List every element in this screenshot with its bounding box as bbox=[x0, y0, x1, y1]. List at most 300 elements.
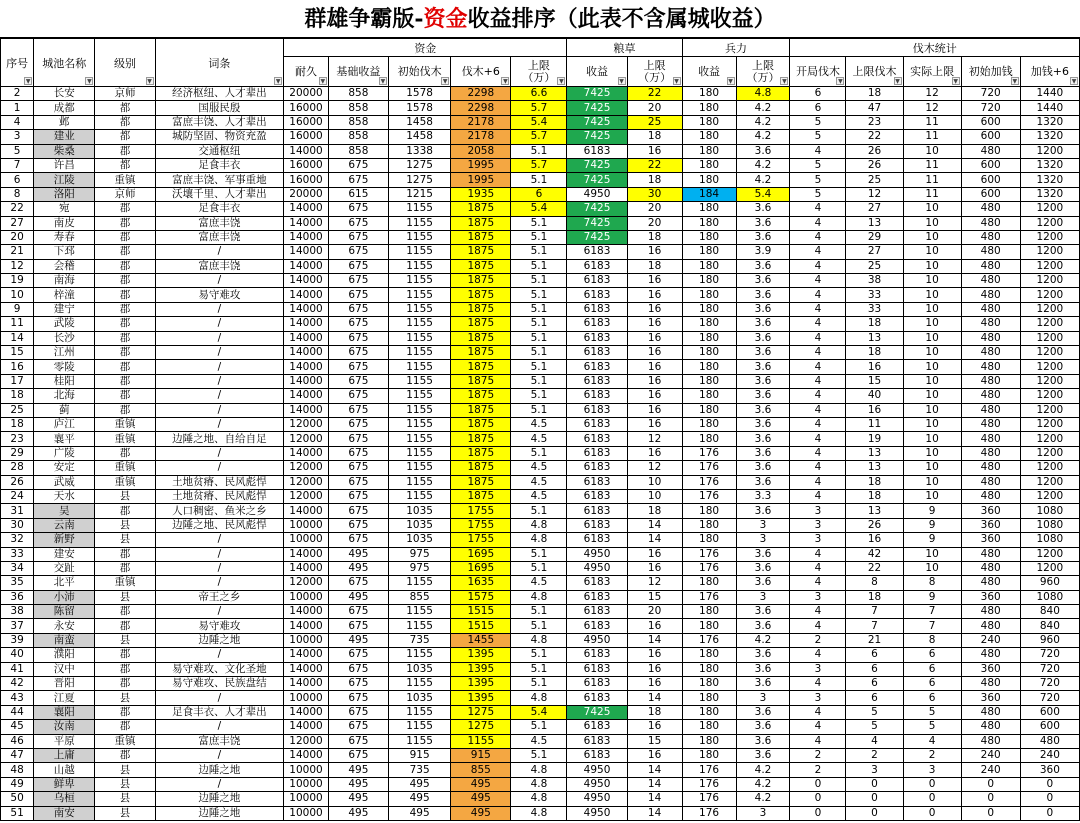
cell-durability[interactable]: 14000 bbox=[284, 677, 329, 691]
cell-troop-income[interactable]: 180 bbox=[682, 705, 736, 719]
cell-troop-limit[interactable]: 4.2 bbox=[736, 130, 790, 144]
cell-actual-limit[interactable]: 10 bbox=[903, 346, 961, 360]
header-city[interactable]: 城池名称 ▼ bbox=[34, 39, 95, 87]
cell-desc[interactable]: / bbox=[155, 648, 284, 662]
cell-initial-wood[interactable]: 855 bbox=[388, 590, 450, 604]
cell-initial-money[interactable]: 480 bbox=[961, 374, 1020, 388]
cell-initial-wood[interactable]: 1155 bbox=[388, 360, 450, 374]
cell-durability[interactable]: 10000 bbox=[284, 792, 329, 806]
cell-limit-wood[interactable]: 6 bbox=[846, 677, 903, 691]
cell-seq[interactable]: 1 bbox=[1, 101, 34, 115]
cell-base-income[interactable]: 495 bbox=[328, 633, 388, 647]
cell-start-wood[interactable]: 6 bbox=[790, 87, 846, 101]
cell-troop-limit[interactable]: 3.6 bbox=[736, 302, 790, 316]
filter-dropdown-icon[interactable]: ▼ bbox=[442, 78, 448, 85]
cell-limit-wood[interactable]: 40 bbox=[846, 389, 903, 403]
cell-rank[interactable]: 都 bbox=[95, 158, 155, 172]
cell-initial-wood[interactable]: 1275 bbox=[388, 173, 450, 187]
cell-grain-limit[interactable]: 16 bbox=[627, 446, 682, 460]
cell-start-wood[interactable]: 4 bbox=[790, 605, 846, 619]
cell-city[interactable]: 柴桑 bbox=[34, 144, 95, 158]
cell-initial-money[interactable]: 480 bbox=[961, 705, 1020, 719]
cell-grain-limit[interactable]: 18 bbox=[627, 230, 682, 244]
cell-money-plus6[interactable]: 1200 bbox=[1020, 230, 1079, 244]
cell-limit-wood[interactable]: 42 bbox=[846, 547, 903, 561]
cell-seq[interactable]: 6 bbox=[1, 173, 34, 187]
cell-limit-wood[interactable]: 33 bbox=[846, 302, 903, 316]
cell-limit-wood[interactable]: 16 bbox=[846, 533, 903, 547]
cell-initial-wood[interactable]: 1035 bbox=[388, 518, 450, 532]
cell-grain-limit[interactable]: 15 bbox=[627, 734, 682, 748]
cell-start-wood[interactable]: 5 bbox=[790, 158, 846, 172]
cell-durability[interactable]: 14000 bbox=[284, 288, 329, 302]
cell-troop-income[interactable]: 180 bbox=[682, 389, 736, 403]
cell-grain-limit[interactable]: 16 bbox=[627, 648, 682, 662]
cell-desc[interactable]: 足食丰衣、人才辈出 bbox=[155, 705, 284, 719]
cell-grain-income[interactable]: 7425 bbox=[567, 230, 627, 244]
cell-money-limit[interactable]: 5.4 bbox=[511, 202, 567, 216]
cell-desc[interactable]: / bbox=[155, 691, 284, 705]
cell-durability[interactable]: 14000 bbox=[284, 619, 329, 633]
cell-initial-wood[interactable]: 1155 bbox=[388, 230, 450, 244]
header-wood-4[interactable]: 加钱+6 ▼ bbox=[1020, 57, 1079, 87]
cell-city[interactable]: 江州 bbox=[34, 346, 95, 360]
cell-money-limit[interactable]: 5.1 bbox=[511, 317, 567, 331]
cell-base-income[interactable]: 675 bbox=[328, 691, 388, 705]
cell-durability[interactable]: 14000 bbox=[284, 561, 329, 575]
cell-city[interactable]: 小沛 bbox=[34, 590, 95, 604]
cell-troop-income[interactable]: 180 bbox=[682, 202, 736, 216]
cell-money-plus6[interactable]: 1320 bbox=[1020, 130, 1079, 144]
cell-troop-limit[interactable]: 3 bbox=[736, 806, 790, 820]
cell-grain-limit[interactable]: 22 bbox=[627, 158, 682, 172]
cell-city[interactable]: 武陵 bbox=[34, 317, 95, 331]
cell-rank[interactable]: 郡 bbox=[95, 720, 155, 734]
cell-initial-money[interactable]: 480 bbox=[961, 288, 1020, 302]
cell-wood-plus6[interactable]: 1875 bbox=[451, 374, 511, 388]
cell-money-plus6[interactable]: 360 bbox=[1020, 763, 1079, 777]
cell-durability[interactable]: 14000 bbox=[284, 403, 329, 417]
cell-grain-income[interactable]: 6183 bbox=[567, 461, 627, 475]
cell-city[interactable]: 桂阳 bbox=[34, 374, 95, 388]
cell-limit-wood[interactable]: 3 bbox=[846, 763, 903, 777]
cell-rank[interactable]: 郡 bbox=[95, 202, 155, 216]
cell-base-income[interactable]: 675 bbox=[328, 417, 388, 431]
cell-grain-limit[interactable]: 22 bbox=[627, 87, 682, 101]
cell-troop-limit[interactable]: 4.2 bbox=[736, 158, 790, 172]
cell-city[interactable]: 平原 bbox=[34, 734, 95, 748]
cell-troop-income[interactable]: 180 bbox=[682, 662, 736, 676]
cell-money-limit[interactable]: 4.8 bbox=[511, 533, 567, 547]
cell-money-limit[interactable]: 4.5 bbox=[511, 734, 567, 748]
cell-troop-limit[interactable]: 3.6 bbox=[736, 230, 790, 244]
cell-limit-wood[interactable]: 29 bbox=[846, 230, 903, 244]
cell-grain-income[interactable]: 6183 bbox=[567, 662, 627, 676]
cell-actual-limit[interactable]: 7 bbox=[903, 619, 961, 633]
cell-durability[interactable]: 16000 bbox=[284, 173, 329, 187]
cell-actual-limit[interactable]: 6 bbox=[903, 691, 961, 705]
cell-durability[interactable]: 12000 bbox=[284, 475, 329, 489]
cell-initial-wood[interactable]: 495 bbox=[388, 806, 450, 820]
cell-troop-limit[interactable]: 3.6 bbox=[736, 446, 790, 460]
cell-wood-plus6[interactable]: 915 bbox=[451, 748, 511, 762]
cell-money-plus6[interactable]: 1200 bbox=[1020, 346, 1079, 360]
cell-wood-plus6[interactable]: 1875 bbox=[451, 403, 511, 417]
cell-money-plus6[interactable]: 1320 bbox=[1020, 158, 1079, 172]
cell-money-limit[interactable]: 5.1 bbox=[511, 144, 567, 158]
cell-grain-limit[interactable]: 16 bbox=[627, 302, 682, 316]
cell-limit-wood[interactable]: 47 bbox=[846, 101, 903, 115]
cell-initial-money[interactable]: 480 bbox=[961, 317, 1020, 331]
cell-initial-money[interactable]: 480 bbox=[961, 461, 1020, 475]
cell-durability[interactable]: 10000 bbox=[284, 590, 329, 604]
cell-money-plus6[interactable]: 600 bbox=[1020, 720, 1079, 734]
cell-troop-limit[interactable]: 3.6 bbox=[736, 648, 790, 662]
cell-city[interactable]: 建业 bbox=[34, 130, 95, 144]
cell-durability[interactable]: 10000 bbox=[284, 806, 329, 820]
cell-grain-income[interactable]: 6183 bbox=[567, 432, 627, 446]
cell-actual-limit[interactable]: 10 bbox=[903, 489, 961, 503]
cell-desc[interactable]: / bbox=[155, 374, 284, 388]
header-money-0[interactable]: 耐久 ▼ bbox=[284, 57, 329, 87]
cell-rank[interactable]: 重镇 bbox=[95, 734, 155, 748]
cell-troop-income[interactable]: 180 bbox=[682, 417, 736, 431]
cell-money-limit[interactable]: 5.1 bbox=[511, 605, 567, 619]
cell-grain-income[interactable]: 6183 bbox=[567, 317, 627, 331]
cell-rank[interactable]: 郡 bbox=[95, 245, 155, 259]
cell-actual-limit[interactable]: 9 bbox=[903, 518, 961, 532]
cell-troop-income[interactable]: 180 bbox=[682, 734, 736, 748]
cell-money-plus6[interactable]: 0 bbox=[1020, 777, 1079, 791]
cell-grain-limit[interactable]: 30 bbox=[627, 187, 682, 201]
cell-base-income[interactable]: 858 bbox=[328, 115, 388, 129]
cell-actual-limit[interactable]: 10 bbox=[903, 389, 961, 403]
cell-rank[interactable]: 都 bbox=[95, 130, 155, 144]
cell-initial-money[interactable]: 480 bbox=[961, 417, 1020, 431]
cell-city[interactable]: 汝南 bbox=[34, 720, 95, 734]
header-troop-1[interactable]: 上限 （万） ▼ bbox=[736, 57, 790, 87]
cell-initial-money[interactable]: 360 bbox=[961, 518, 1020, 532]
header-wood-0[interactable]: 开局伐木 ▼ bbox=[790, 57, 846, 87]
cell-money-plus6[interactable]: 840 bbox=[1020, 605, 1079, 619]
cell-initial-wood[interactable]: 1155 bbox=[388, 202, 450, 216]
cell-rank[interactable]: 县 bbox=[95, 806, 155, 820]
cell-durability[interactable]: 14000 bbox=[284, 720, 329, 734]
cell-grain-income[interactable]: 4950 bbox=[567, 792, 627, 806]
cell-troop-limit[interactable]: 3.6 bbox=[736, 504, 790, 518]
cell-limit-wood[interactable]: 5 bbox=[846, 720, 903, 734]
cell-grain-income[interactable]: 6183 bbox=[567, 475, 627, 489]
cell-limit-wood[interactable]: 0 bbox=[846, 792, 903, 806]
cell-grain-limit[interactable]: 16 bbox=[627, 288, 682, 302]
cell-actual-limit[interactable]: 10 bbox=[903, 259, 961, 273]
cell-troop-income[interactable]: 176 bbox=[682, 475, 736, 489]
cell-actual-limit[interactable]: 10 bbox=[903, 417, 961, 431]
cell-wood-plus6[interactable]: 1875 bbox=[451, 417, 511, 431]
filter-dropdown-icon[interactable]: ▼ bbox=[503, 78, 508, 85]
cell-city[interactable]: 鲜卑 bbox=[34, 777, 95, 791]
cell-rank[interactable]: 重镇 bbox=[95, 461, 155, 475]
cell-initial-wood[interactable]: 1155 bbox=[388, 216, 450, 230]
cell-desc[interactable]: 边陲之地 bbox=[155, 806, 284, 820]
cell-start-wood[interactable]: 3 bbox=[790, 533, 846, 547]
cell-grain-income[interactable]: 7425 bbox=[567, 216, 627, 230]
cell-grain-income[interactable]: 6183 bbox=[567, 331, 627, 345]
cell-durability[interactable]: 10000 bbox=[284, 691, 329, 705]
cell-grain-limit[interactable]: 14 bbox=[627, 633, 682, 647]
cell-seq[interactable]: 32 bbox=[1, 533, 34, 547]
cell-base-income[interactable]: 858 bbox=[328, 130, 388, 144]
cell-wood-plus6[interactable]: 1875 bbox=[451, 331, 511, 345]
cell-wood-plus6[interactable]: 1635 bbox=[451, 576, 511, 590]
cell-troop-income[interactable]: 180 bbox=[682, 691, 736, 705]
cell-initial-wood[interactable]: 1155 bbox=[388, 720, 450, 734]
cell-base-income[interactable]: 675 bbox=[328, 274, 388, 288]
cell-money-plus6[interactable]: 1200 bbox=[1020, 561, 1079, 575]
cell-initial-money[interactable]: 480 bbox=[961, 720, 1020, 734]
cell-initial-money[interactable]: 480 bbox=[961, 202, 1020, 216]
cell-desc[interactable]: 边陲之地 bbox=[155, 763, 284, 777]
cell-wood-plus6[interactable]: 2298 bbox=[451, 87, 511, 101]
cell-troop-income[interactable]: 180 bbox=[682, 432, 736, 446]
cell-limit-wood[interactable]: 4 bbox=[846, 734, 903, 748]
cell-limit-wood[interactable]: 33 bbox=[846, 288, 903, 302]
cell-seq[interactable]: 29 bbox=[1, 446, 34, 460]
cell-wood-plus6[interactable]: 1575 bbox=[451, 590, 511, 604]
cell-money-plus6[interactable]: 1200 bbox=[1020, 374, 1079, 388]
cell-base-income[interactable]: 675 bbox=[328, 173, 388, 187]
cell-desc[interactable]: / bbox=[155, 446, 284, 460]
cell-grain-limit[interactable]: 25 bbox=[627, 115, 682, 129]
cell-limit-wood[interactable]: 27 bbox=[846, 245, 903, 259]
cell-money-plus6[interactable]: 1200 bbox=[1020, 360, 1079, 374]
filter-dropdown-icon[interactable]: ▼ bbox=[380, 78, 386, 85]
cell-rank[interactable]: 郡 bbox=[95, 274, 155, 288]
cell-money-limit[interactable]: 5.1 bbox=[511, 677, 567, 691]
cell-desc[interactable]: / bbox=[155, 389, 284, 403]
cell-city[interactable]: 会稽 bbox=[34, 259, 95, 273]
cell-initial-wood[interactable]: 1155 bbox=[388, 648, 450, 662]
cell-troop-limit[interactable]: 4.2 bbox=[736, 633, 790, 647]
cell-initial-wood[interactable]: 1155 bbox=[388, 677, 450, 691]
cell-desc[interactable]: 足食丰衣 bbox=[155, 202, 284, 216]
cell-limit-wood[interactable]: 16 bbox=[846, 403, 903, 417]
cell-limit-wood[interactable]: 15 bbox=[846, 374, 903, 388]
cell-actual-limit[interactable]: 10 bbox=[903, 144, 961, 158]
cell-money-limit[interactable]: 4.8 bbox=[511, 633, 567, 647]
cell-grain-limit[interactable]: 16 bbox=[627, 547, 682, 561]
cell-troop-income[interactable]: 180 bbox=[682, 317, 736, 331]
cell-troop-limit[interactable]: 3 bbox=[736, 518, 790, 532]
cell-city[interactable]: 武威 bbox=[34, 475, 95, 489]
cell-initial-money[interactable]: 600 bbox=[961, 158, 1020, 172]
cell-rank[interactable]: 郡 bbox=[95, 230, 155, 244]
cell-troop-limit[interactable]: 3 bbox=[736, 691, 790, 705]
cell-troop-income[interactable]: 176 bbox=[682, 590, 736, 604]
cell-durability[interactable]: 14000 bbox=[284, 360, 329, 374]
cell-base-income[interactable]: 675 bbox=[328, 202, 388, 216]
cell-troop-income[interactable]: 176 bbox=[682, 561, 736, 575]
cell-city[interactable]: 洛阳 bbox=[34, 187, 95, 201]
cell-money-plus6[interactable]: 1320 bbox=[1020, 173, 1079, 187]
cell-actual-limit[interactable]: 10 bbox=[903, 245, 961, 259]
cell-city[interactable]: 云南 bbox=[34, 518, 95, 532]
cell-start-wood[interactable]: 4 bbox=[790, 288, 846, 302]
cell-initial-money[interactable]: 600 bbox=[961, 173, 1020, 187]
cell-start-wood[interactable]: 3 bbox=[790, 504, 846, 518]
cell-start-wood[interactable]: 4 bbox=[790, 331, 846, 345]
cell-start-wood[interactable]: 3 bbox=[790, 590, 846, 604]
cell-initial-wood[interactable]: 735 bbox=[388, 633, 450, 647]
cell-initial-money[interactable]: 480 bbox=[961, 230, 1020, 244]
cell-grain-income[interactable]: 6183 bbox=[567, 389, 627, 403]
cell-base-income[interactable]: 858 bbox=[328, 87, 388, 101]
cell-troop-limit[interactable]: 3.6 bbox=[736, 576, 790, 590]
header-money-2[interactable]: 初始伐木 ▼ bbox=[388, 57, 450, 87]
cell-rank[interactable]: 重镇 bbox=[95, 173, 155, 187]
cell-durability[interactable]: 10000 bbox=[284, 633, 329, 647]
cell-initial-wood[interactable]: 1035 bbox=[388, 662, 450, 676]
cell-seq[interactable]: 36 bbox=[1, 590, 34, 604]
cell-actual-limit[interactable]: 6 bbox=[903, 648, 961, 662]
cell-start-wood[interactable]: 4 bbox=[790, 216, 846, 230]
cell-money-plus6[interactable]: 1200 bbox=[1020, 461, 1079, 475]
cell-start-wood[interactable]: 4 bbox=[790, 432, 846, 446]
cell-initial-money[interactable]: 480 bbox=[961, 446, 1020, 460]
cell-actual-limit[interactable]: 10 bbox=[903, 360, 961, 374]
cell-troop-income[interactable]: 184 bbox=[682, 187, 736, 201]
cell-base-income[interactable]: 675 bbox=[328, 158, 388, 172]
header-money-1[interactable]: 基础收益 ▼ bbox=[328, 57, 388, 87]
cell-limit-wood[interactable]: 12 bbox=[846, 187, 903, 201]
cell-wood-plus6[interactable]: 495 bbox=[451, 792, 511, 806]
cell-start-wood[interactable]: 2 bbox=[790, 633, 846, 647]
cell-grain-income[interactable]: 6183 bbox=[567, 489, 627, 503]
cell-grain-limit[interactable]: 14 bbox=[627, 691, 682, 705]
cell-money-plus6[interactable]: 1320 bbox=[1020, 115, 1079, 129]
cell-durability[interactable]: 10000 bbox=[284, 763, 329, 777]
cell-initial-wood[interactable]: 975 bbox=[388, 547, 450, 561]
cell-base-income[interactable]: 675 bbox=[328, 619, 388, 633]
cell-city[interactable]: 长沙 bbox=[34, 331, 95, 345]
cell-rank[interactable]: 郡 bbox=[95, 302, 155, 316]
cell-base-income[interactable]: 675 bbox=[328, 489, 388, 503]
cell-initial-money[interactable]: 720 bbox=[961, 87, 1020, 101]
cell-rank[interactable]: 郡 bbox=[95, 748, 155, 762]
cell-city[interactable]: 乌桓 bbox=[34, 792, 95, 806]
cell-desc[interactable]: / bbox=[155, 547, 284, 561]
cell-grain-limit[interactable]: 20 bbox=[627, 101, 682, 115]
cell-troop-limit[interactable]: 3.6 bbox=[736, 346, 790, 360]
cell-actual-limit[interactable]: 10 bbox=[903, 216, 961, 230]
cell-initial-wood[interactable]: 1155 bbox=[388, 245, 450, 259]
cell-seq[interactable]: 38 bbox=[1, 605, 34, 619]
cell-city[interactable]: 安定 bbox=[34, 461, 95, 475]
cell-desc[interactable]: 土地贫瘠、民风彪悍 bbox=[155, 489, 284, 503]
cell-desc[interactable]: 易守难攻 bbox=[155, 619, 284, 633]
cell-initial-money[interactable]: 720 bbox=[961, 101, 1020, 115]
cell-city[interactable]: 吴 bbox=[34, 504, 95, 518]
cell-initial-wood[interactable]: 915 bbox=[388, 748, 450, 762]
cell-limit-wood[interactable]: 23 bbox=[846, 115, 903, 129]
cell-troop-limit[interactable]: 3.6 bbox=[736, 360, 790, 374]
cell-desc[interactable]: 富庶丰饶、人才辈出 bbox=[155, 115, 284, 129]
cell-rank[interactable]: 京师 bbox=[95, 87, 155, 101]
cell-grain-income[interactable]: 7425 bbox=[567, 202, 627, 216]
cell-city[interactable]: 江夏 bbox=[34, 691, 95, 705]
cell-seq[interactable]: 25 bbox=[1, 403, 34, 417]
cell-base-income[interactable]: 675 bbox=[328, 605, 388, 619]
cell-initial-wood[interactable]: 1155 bbox=[388, 259, 450, 273]
cell-base-income[interactable]: 675 bbox=[328, 576, 388, 590]
cell-seq[interactable]: 46 bbox=[1, 734, 34, 748]
cell-actual-limit[interactable]: 6 bbox=[903, 677, 961, 691]
cell-actual-limit[interactable]: 0 bbox=[903, 806, 961, 820]
cell-money-plus6[interactable]: 1200 bbox=[1020, 475, 1079, 489]
cell-initial-money[interactable]: 600 bbox=[961, 130, 1020, 144]
cell-troop-income[interactable]: 180 bbox=[682, 504, 736, 518]
cell-wood-plus6[interactable]: 1395 bbox=[451, 662, 511, 676]
cell-initial-wood[interactable]: 1578 bbox=[388, 101, 450, 115]
cell-grain-limit[interactable]: 10 bbox=[627, 475, 682, 489]
cell-desc[interactable]: 人口稠密、鱼米之乡 bbox=[155, 504, 284, 518]
cell-money-plus6[interactable]: 0 bbox=[1020, 792, 1079, 806]
cell-base-income[interactable]: 675 bbox=[328, 346, 388, 360]
cell-city[interactable]: 成都 bbox=[34, 101, 95, 115]
cell-money-plus6[interactable]: 1080 bbox=[1020, 504, 1079, 518]
cell-actual-limit[interactable]: 12 bbox=[903, 87, 961, 101]
cell-money-plus6[interactable]: 1080 bbox=[1020, 590, 1079, 604]
cell-durability[interactable]: 14000 bbox=[284, 662, 329, 676]
cell-limit-wood[interactable]: 8 bbox=[846, 576, 903, 590]
cell-desc[interactable]: 富庶丰饶 bbox=[155, 734, 284, 748]
cell-initial-money[interactable]: 480 bbox=[961, 475, 1020, 489]
cell-desc[interactable]: 交通枢纽 bbox=[155, 144, 284, 158]
cell-seq[interactable]: 51 bbox=[1, 806, 34, 820]
cell-start-wood[interactable]: 4 bbox=[790, 202, 846, 216]
cell-money-limit[interactable]: 4.5 bbox=[511, 461, 567, 475]
cell-money-limit[interactable]: 5.1 bbox=[511, 389, 567, 403]
cell-initial-money[interactable]: 480 bbox=[961, 489, 1020, 503]
cell-start-wood[interactable]: 4 bbox=[790, 446, 846, 460]
cell-start-wood[interactable]: 0 bbox=[790, 792, 846, 806]
cell-initial-wood[interactable]: 1155 bbox=[388, 475, 450, 489]
cell-grain-limit[interactable]: 16 bbox=[627, 720, 682, 734]
cell-durability[interactable]: 14000 bbox=[284, 245, 329, 259]
cell-grain-limit[interactable]: 14 bbox=[627, 518, 682, 532]
cell-money-limit[interactable]: 6.6 bbox=[511, 87, 567, 101]
cell-actual-limit[interactable]: 10 bbox=[903, 274, 961, 288]
cell-grain-limit[interactable]: 16 bbox=[627, 274, 682, 288]
cell-desc[interactable]: / bbox=[155, 403, 284, 417]
cell-seq[interactable]: 34 bbox=[1, 561, 34, 575]
cell-troop-income[interactable]: 180 bbox=[682, 374, 736, 388]
cell-seq[interactable]: 8 bbox=[1, 187, 34, 201]
cell-durability[interactable]: 14000 bbox=[284, 202, 329, 216]
cell-initial-wood[interactable]: 1035 bbox=[388, 691, 450, 705]
cell-rank[interactable]: 郡 bbox=[95, 374, 155, 388]
cell-initial-wood[interactable]: 1155 bbox=[388, 417, 450, 431]
cell-seq[interactable]: 31 bbox=[1, 504, 34, 518]
cell-start-wood[interactable]: 4 bbox=[790, 389, 846, 403]
cell-seq[interactable]: 44 bbox=[1, 705, 34, 719]
filter-dropdown-icon[interactable]: ▼ bbox=[1071, 78, 1077, 85]
cell-base-income[interactable]: 495 bbox=[328, 792, 388, 806]
cell-seq[interactable]: 26 bbox=[1, 475, 34, 489]
cell-desc[interactable]: 经济枢纽、人才辈出 bbox=[155, 87, 284, 101]
cell-limit-wood[interactable]: 18 bbox=[846, 489, 903, 503]
cell-city[interactable]: 梓潼 bbox=[34, 288, 95, 302]
